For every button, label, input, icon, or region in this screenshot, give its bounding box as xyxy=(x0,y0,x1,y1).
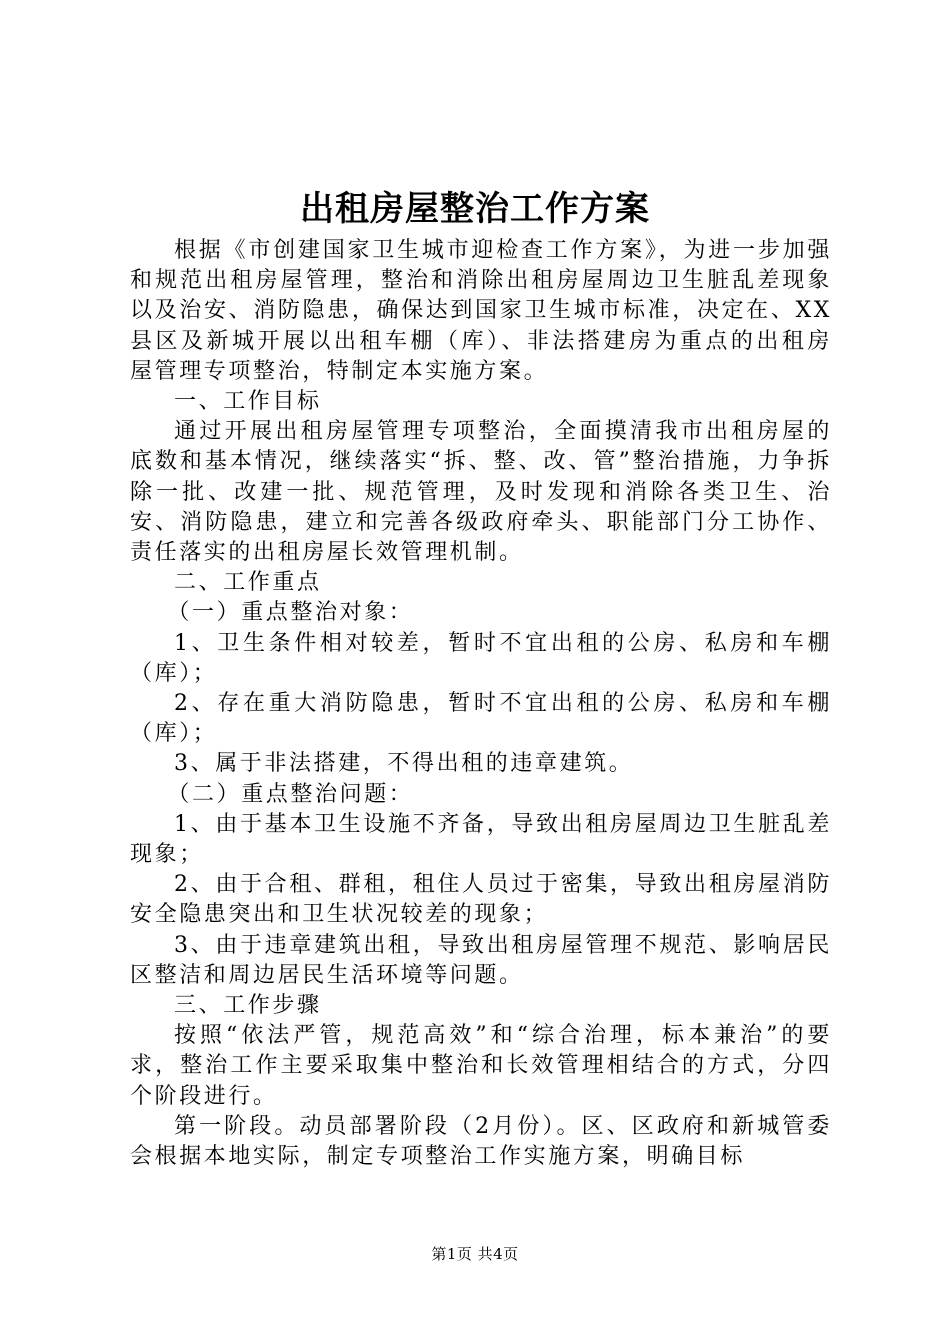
subsection-heading: （二）重点整治问题： xyxy=(167,781,414,807)
page-footer: 第1页 共4页 xyxy=(431,1245,519,1263)
list-item: 1、由于基本卫生设施不齐备，导致出租房屋周边卫生脏乱差现象； xyxy=(130,811,832,868)
list-item: 2、由于合租、群租，租住人员过于密集，导致出租房屋消防安全隐患突出和卫生状况较差的现象； xyxy=(130,872,832,928)
body-paragraph: 按照“依法严管，规范高效”和“综合治理，标本兼治”的要求，整治工作主要采取集中整治和长效管理相结合的方式，分四个阶段进行。 xyxy=(130,1023,832,1109)
list-item: 3、由于违章建筑出租，导致出租房屋管理不规范、影响居民区整洁和周边居民生活环境等问题。 xyxy=(130,932,832,988)
list-item: 1、卫生条件相对较差，暂时不宜出租的公房、私房和车棚（库）； xyxy=(130,630,832,686)
subsection-heading: （一）重点整治对象： xyxy=(167,600,414,626)
section-heading: 三、工作步骤 xyxy=(174,993,322,1019)
document-body xyxy=(130,236,832,1172)
document-title: 出租房屋整治工作方案 xyxy=(300,189,650,229)
body-paragraph: 根据《市创建国家卫生城市迎检查工作方案》，为进一步加强和规范出租房屋管理，整治和消除出租房屋周边卫生脏乱差现象以及治安、消防隐患，确保达到国家卫生城市标准，决定在、XX县区及新城开展以出租车棚（库）、非法搭建房为重点的出租房屋管理专项整治，特制定本实施方案。 xyxy=(130,238,832,384)
body-paragraph: 通过开展出租房屋管理专项整治，全面摸清我市出租房屋的底数和基本情况，继续落实“拆、整、改、管”整治措施，力争拆除一批、改建一批、规范管理，及时发现和消除各类卫生、治安、消防隐患，建立和完善各级政府牵头、职能部门分工协作、责任落实的出租房屋长效管理机制。 xyxy=(130,419,832,566)
section-heading: 二、工作重点 xyxy=(174,570,322,596)
list-item: 3、属于非法搭建，不得出租的违章建筑。 xyxy=(174,751,634,777)
section-heading: 一、工作目标 xyxy=(174,389,322,415)
body-paragraph: 第一阶段。动员部署阶段（2月份）。区、区政府和新城管委会根据本地实际，制定专项整治工作实施方案，明确目标 xyxy=(130,1113,832,1170)
list-item: 2、存在重大消防隐患，暂时不宜出租的公房、私房和车棚（库）； xyxy=(130,691,832,747)
